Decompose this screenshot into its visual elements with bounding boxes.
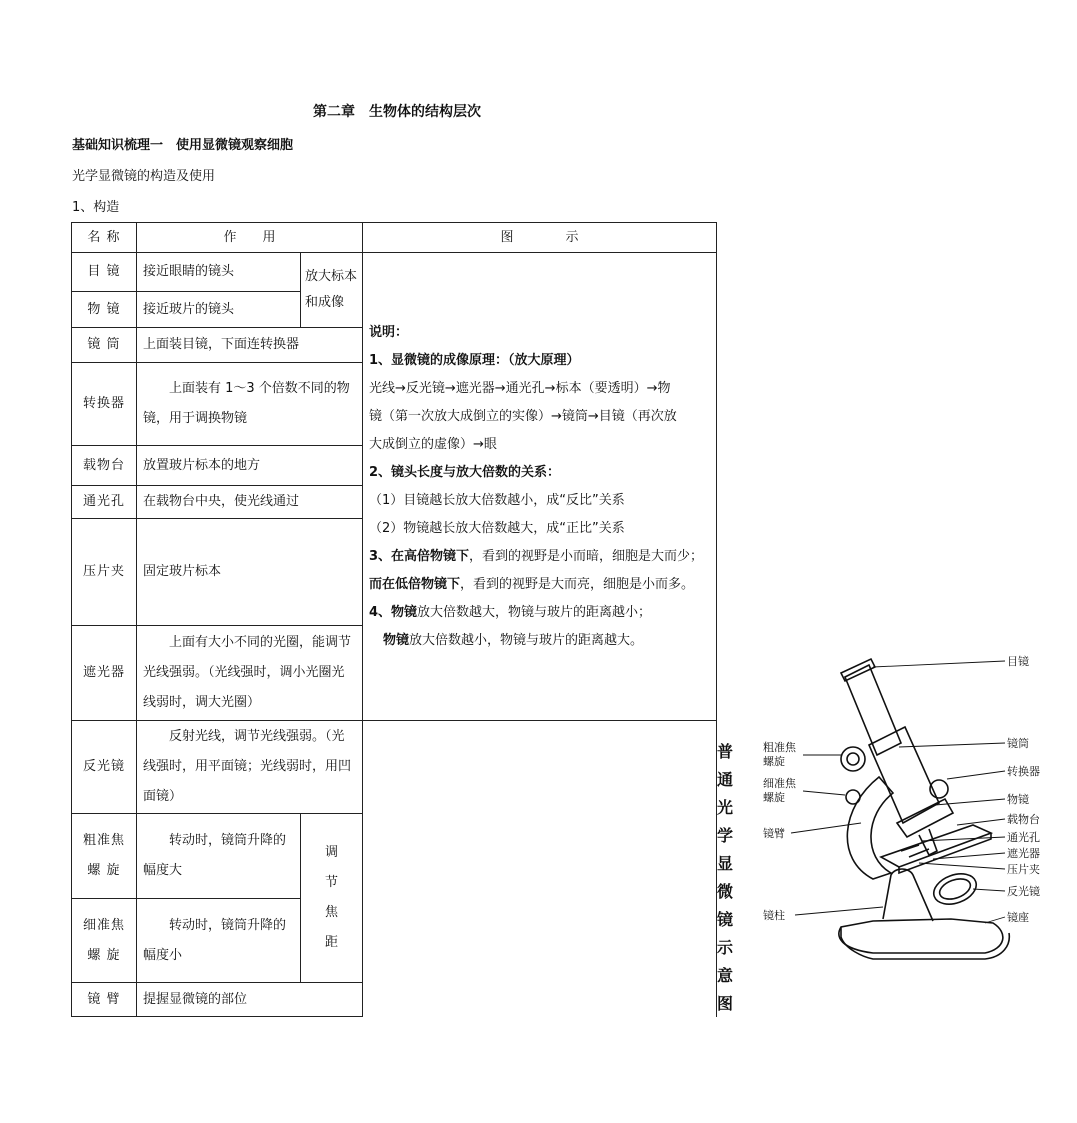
focus-char-1: 调 bbox=[324, 845, 338, 860]
row-tube-name: 镜 筒 bbox=[72, 328, 137, 363]
row-stage-name: 载物台 bbox=[72, 446, 137, 486]
note-4-text-1: 放大倍数越大，物镜与玻片的距离越小； bbox=[417, 604, 652, 620]
row-arm-name: 镜 臂 bbox=[72, 983, 137, 1017]
label-base: 镜座 bbox=[1007, 911, 1029, 924]
row-fine-name-1: 细准焦 bbox=[82, 917, 125, 933]
label-diaphragm: 遮光器 bbox=[1007, 847, 1040, 860]
page-title: 第二章 生物体的结构层次 bbox=[313, 104, 481, 120]
row-hole-desc: 在载物台中央，使光线通过 bbox=[137, 486, 363, 519]
arm-shape bbox=[847, 777, 893, 879]
note-3-text-1: ，看到的视野是小而暗，细胞是大而少； bbox=[469, 548, 704, 564]
row-hole-name: 通光孔 bbox=[72, 486, 137, 519]
label-clip: 压片夹 bbox=[1007, 863, 1040, 876]
relation-line-1: （1）目镜越长放大倍数越小，成“反比”关系 bbox=[369, 492, 625, 508]
eyepiece-shape bbox=[845, 665, 901, 755]
microscope-drawing bbox=[839, 659, 1009, 959]
label-arm: 镜臂 bbox=[763, 827, 785, 840]
note-4-text-2: 放大倍数越小，物镜与玻片的距离越大。 bbox=[409, 632, 644, 648]
row-fine-name bbox=[72, 899, 137, 983]
label-objective: 物镜 bbox=[1007, 793, 1029, 806]
label-pillar: 镜柱 bbox=[763, 909, 785, 922]
relation-title: 2、镜头长度与放大倍数的关系： bbox=[369, 464, 561, 480]
mirror-shape bbox=[930, 868, 981, 909]
converter-shape bbox=[897, 799, 953, 837]
focus-merged-cell bbox=[301, 814, 363, 983]
header-figure: 图 示 bbox=[363, 223, 717, 253]
subtitle: 光学显微镜的构造及使用 bbox=[72, 169, 216, 184]
fine-knob bbox=[846, 790, 860, 804]
row-coarse-name-2: 螺 旋 bbox=[87, 863, 121, 878]
magnify-merged-cell: 放大标本和成像 bbox=[301, 253, 363, 328]
focus-char-2: 节 bbox=[324, 875, 338, 890]
explanation-label: 说明： bbox=[369, 324, 409, 340]
figure-labels bbox=[763, 654, 1040, 924]
row-coarse-name bbox=[72, 814, 137, 899]
label-hole: 通光孔 bbox=[1007, 831, 1040, 844]
principle-title: 1、显微镜的成像原理：（放大原理） bbox=[369, 352, 580, 368]
row-coarse-name-1: 粗准焦 bbox=[82, 833, 125, 848]
note-3-bold-2: 而在低倍物镜下 bbox=[369, 576, 461, 592]
row-clip-desc: 固定玻片标本 bbox=[137, 519, 363, 626]
principle-line-2: 镜（第一次放大成倒立的实像）→镜筒→目镜（再次放 bbox=[369, 408, 677, 424]
row-tube-desc: 上面装目镜，下面连转换器 bbox=[137, 328, 363, 363]
header-name: 名 称 bbox=[72, 223, 137, 253]
coarse-knob-inner bbox=[847, 753, 859, 765]
row-converter-name: 转换器 bbox=[72, 363, 137, 446]
label-coarse-1: 粗准焦 bbox=[763, 741, 796, 754]
explanation-cell bbox=[363, 253, 717, 721]
row-objective-name: 物 镜 bbox=[72, 292, 137, 328]
row-arm-desc: 提握显微镜的部位 bbox=[137, 983, 363, 1017]
row-fine-name-2: 螺 旋 bbox=[87, 947, 121, 963]
base-edge bbox=[841, 927, 1009, 959]
row-converter-desc: 上面装有 1～3 个倍数不同的物镜，用于调换物镜 bbox=[137, 363, 363, 446]
principle-line-1: 光线→反光镜→遮光器→通光孔→标本（要透明）→物 bbox=[369, 380, 671, 396]
row-mirror-name: 反光镜 bbox=[72, 721, 137, 814]
section-heading: 基础知识梳理一 使用显微镜观察细胞 bbox=[72, 138, 294, 153]
relation-line-2: （2）物镜越长放大倍数越大，成“正比”关系 bbox=[369, 520, 625, 536]
label-tube: 镜筒 bbox=[1007, 737, 1029, 750]
focus-char-4: 距 bbox=[324, 935, 338, 950]
note-3-bold-1: 3、在高倍物镜下 bbox=[369, 548, 470, 564]
pointer-lines bbox=[791, 661, 1005, 923]
microscope-diagram bbox=[723, 627, 1077, 1015]
label-fine-1: 细准焦 bbox=[763, 777, 796, 790]
row-fine-desc: 转动时，镜筒升降的幅度小 bbox=[137, 899, 301, 983]
note-4-line-2 bbox=[369, 627, 710, 655]
label-coarse-2: 螺旋 bbox=[763, 755, 785, 768]
header-function: 作 用 bbox=[137, 223, 363, 253]
row-eyepiece-name: 目 镜 bbox=[72, 253, 137, 292]
note-4-line-1 bbox=[369, 599, 710, 627]
base-shape bbox=[839, 919, 1003, 953]
principle-line-3: 大成倒立的虚像）→眼 bbox=[369, 436, 497, 452]
note-4-bold-2: 物镜 bbox=[383, 632, 410, 648]
microscope-structure-table: 名 称 作 用 图 示 目 镜 接近眼睛的镜头 放大标本和成像 说明： 1、显微镜的成像原理：（放大原理） 光线→反光镜→遮光器→通光孔→标本（要透明）→物 镜（第一次放大成倒立的实像）→镜筒→目镜（再次放 大成倒立的虚像）→眼 2、镜头长度与放大倍数的关系： （1）目镜越长放大倍数越小，成“反比”关系 （2）物镜越长放大倍数越大，成“正比”关系 3、在高倍物镜下，看到的视野是小而暗，细胞是大而少； 而在低倍物镜下，看到的视野是大而亮，细胞是小而多。 4、物镜放大倍数越大，物镜与玻片的距离越小； 物镜放大倍数越小，物镜与玻片的距离越大。 物 镜 接近玻片的镜头 镜 筒 上面装目镜，下面连转换器 转换器 上面装有 1～3 个倍数不同的物镜，用于调换物镜 载物台 放置玻片标本的地方 通光孔 在载物台中央，使光线通过 压片夹 固定玻片标本 遮光器 上面有大小不同的光圈，能调节光线强弱。（光线强时，调小光圈光线弱时，调大光圈） 目镜 镜筒 转换器 物镜 载物台 通光孔 遮光器 压片夹 反光镜 镜座 粗准焦 螺旋 细准焦 螺旋 镜臂 镜柱 普通光学显微镜示意图 反光镜 反射光线，调节光线强弱。（光线强时，用平面镜；光线弱时，用凹面镜） 粗准焦 螺 旋 转动时，镜筒升降的幅度大 调 节 焦 距 细准焦 螺 旋 转动时，镜筒升降的幅度小 镜 臂 提握显微镜的部位 bbox=[71, 222, 717, 1017]
note-3-line-2 bbox=[369, 571, 710, 599]
note-3-text-2: ，看到的视野是大而亮，细胞是小而多。 bbox=[460, 576, 695, 592]
structure-heading: 1、构造 bbox=[72, 200, 120, 215]
pillar-shape bbox=[883, 869, 933, 921]
label-stage: 载物台 bbox=[1007, 813, 1040, 826]
row-clip-name: 压片夹 bbox=[72, 519, 137, 626]
focus-char-3: 焦 bbox=[324, 905, 338, 920]
row-stage-desc: 放置玻片标本的地方 bbox=[137, 446, 363, 486]
label-converter: 转换器 bbox=[1007, 765, 1040, 778]
row-diaphragm-name: 遮光器 bbox=[72, 626, 137, 721]
row-eyepiece-desc: 接近眼睛的镜头 bbox=[137, 253, 301, 292]
row-diaphragm-desc: 上面有大小不同的光圈，能调节光线强弱。（光线强时，调小光圈光线弱时，调大光圈） bbox=[137, 626, 363, 721]
note-3-line-1 bbox=[369, 543, 710, 571]
row-coarse-desc: 转动时，镜筒升降的幅度大 bbox=[137, 814, 301, 899]
label-mirror: 反光镜 bbox=[1007, 885, 1040, 898]
label-fine-2: 螺旋 bbox=[763, 791, 785, 804]
note-4-bold-1: 4、物镜 bbox=[369, 604, 418, 620]
label-eyepiece: 目镜 bbox=[1007, 655, 1029, 668]
row-mirror-desc: 反射光线，调节光线强弱。（光线强时，用平面镜；光线弱时，用凹面镜） bbox=[137, 721, 363, 814]
coarse-knob bbox=[841, 747, 865, 771]
row-objective-desc: 接近玻片的镜头 bbox=[137, 292, 301, 328]
